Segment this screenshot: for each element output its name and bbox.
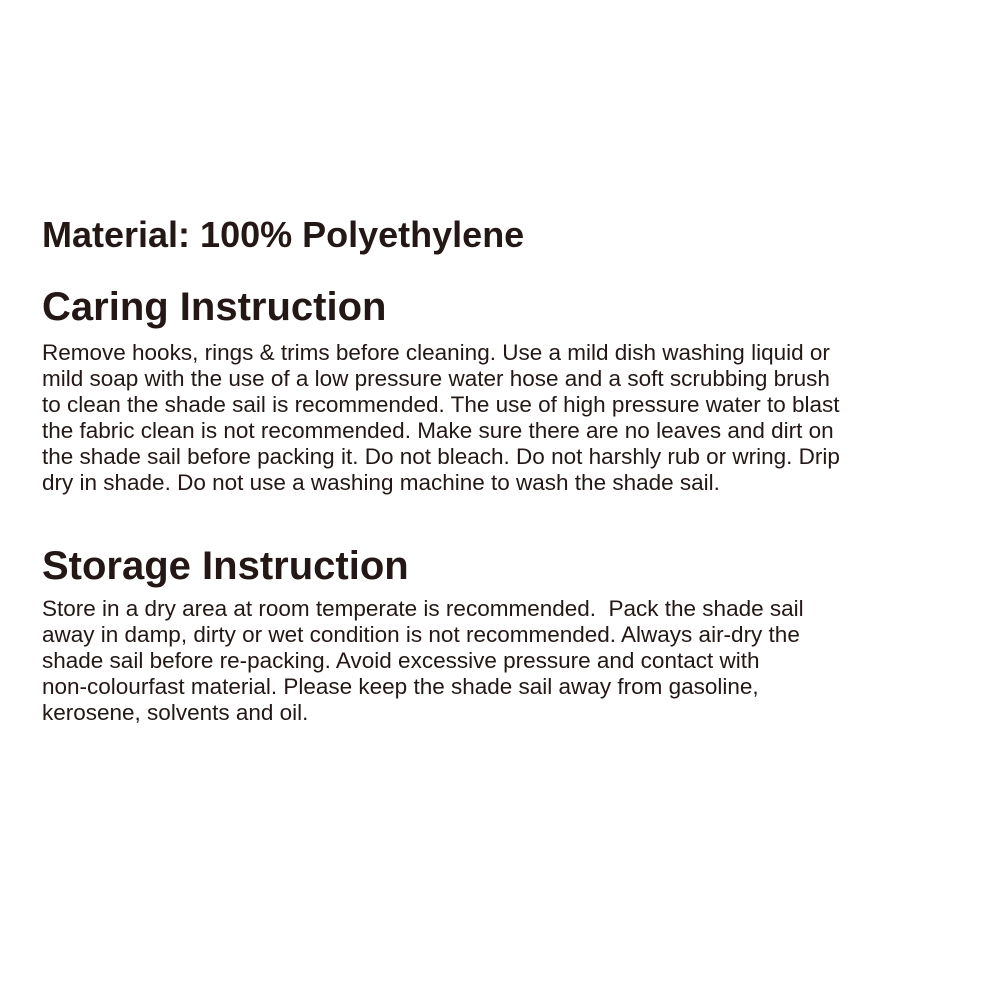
caring-line: the fabric clean is not recommended. Make sure there are no leaves and dirt on (42, 418, 834, 443)
storage-line: Store in a dry area at room temperate is recommended. Pack the shade sail (42, 596, 804, 621)
caring-line: Remove hooks, rings & trims before cleaning. Use a mild dish washing liquid or (42, 340, 830, 365)
caring-line: mild soap with the use of a low pressure water hose and a soft scrubbing brush (42, 366, 830, 391)
caring-line: the shade sail before packing it. Do not bleach. Do not harshly rub or wring. Drip (42, 444, 840, 469)
caring-line: to clean the shade sail is recommended. The use of high pressure water to blast (42, 392, 840, 417)
storage-line: away in damp, dirty or wet condition is not recommended. Always air-dry the (42, 622, 800, 647)
storage-line: kerosene, solvents and oil. (42, 700, 309, 725)
storage-line: shade sail before re-packing. Avoid excessive pressure and contact with (42, 648, 760, 673)
caring-line: dry in shade. Do not use a washing machine to wash the shade sail. (42, 470, 720, 495)
storage-line: non-colourfast material. Please keep the shade sail away from gasoline, (42, 674, 759, 699)
material-heading: Material: 100% Polyethylene (42, 214, 525, 255)
caring-instruction-title: Caring Instruction (42, 285, 387, 329)
storage-instruction-text (42, 596, 972, 726)
storage-instruction-title: Storage Instruction (42, 544, 409, 588)
caring-instruction-text (42, 340, 972, 496)
